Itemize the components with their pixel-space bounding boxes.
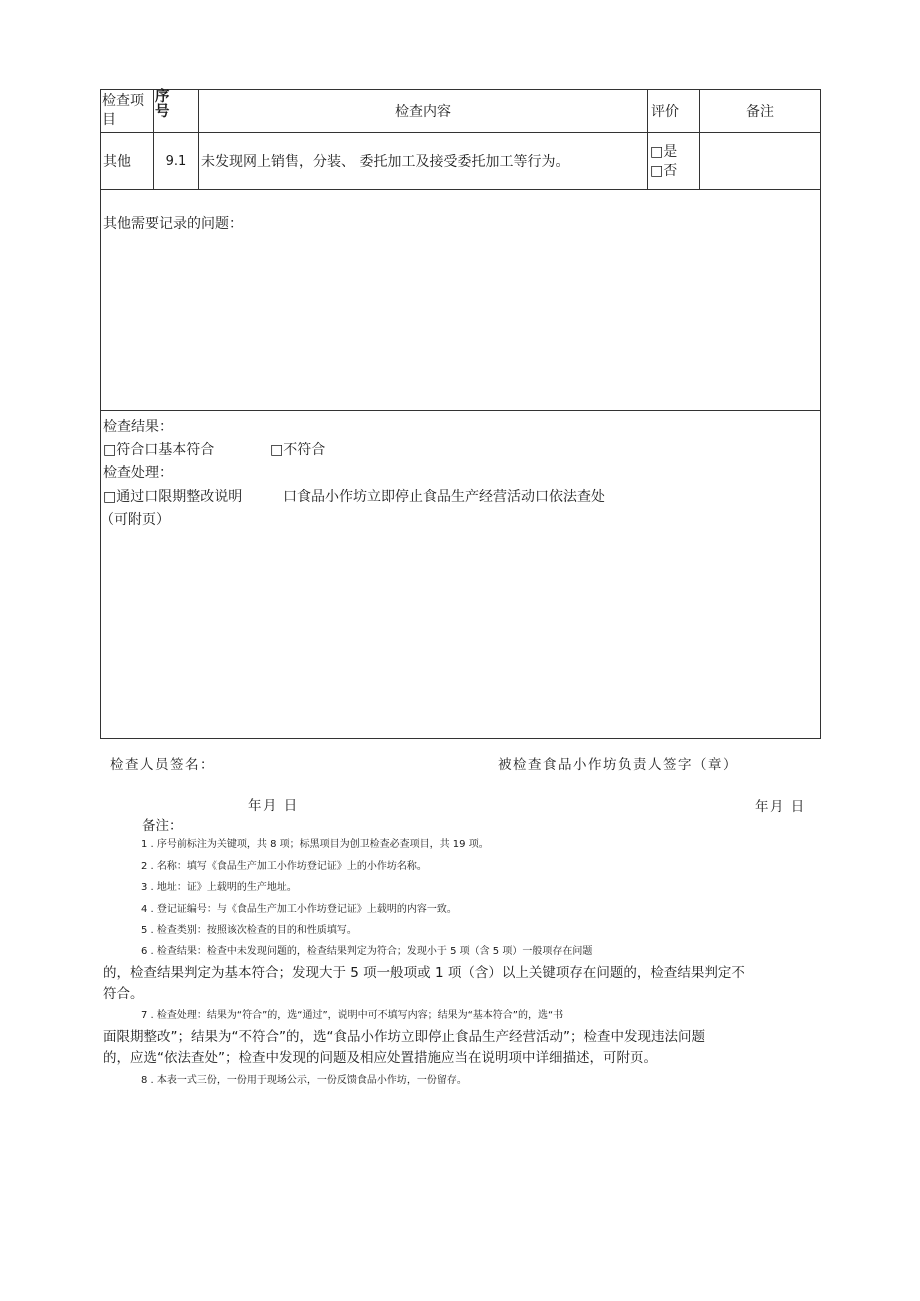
note-line: 4 . 登记证编号：与《食品生产加工小作坊登记证》上载明的内容一致。 (141, 904, 457, 915)
handling-label: 检查处理： (103, 465, 173, 481)
other-issues-area[interactable] (102, 236, 818, 406)
eval-yes-checkbox[interactable]: □是 (650, 144, 678, 160)
note-line: 3 . 地址：证》上载明的生产地址。 (141, 882, 297, 893)
handling-attach: （可附页） (100, 512, 170, 528)
header-seq: 序号 (155, 89, 170, 120)
eval-no-checkbox[interactable]: □否 (650, 163, 678, 179)
result-option-noncompliant[interactable]: □不符合 (270, 442, 326, 458)
note-line: 6 . 检查结果：检查中未发现问题的，检查结果判定为符合；发现小于 5 项（含 5 项）一般项存在问题 (141, 946, 593, 957)
row-remark[interactable] (700, 133, 820, 189)
header-remark: 备注 (746, 104, 774, 120)
owner-signature-label: 被检查食品小作坊负责人签字（章） (498, 757, 738, 773)
row-item: 其他 (103, 154, 131, 170)
date-left: 年月 日 (248, 798, 299, 814)
handling-options-1[interactable]: □通过口限期整改说明 (103, 489, 243, 505)
note-line: 的，检查结果判定为基本符合；发现大于 5 项一般项或 1 项（含）以上关键项存在问题的，检查结果判定不 (103, 965, 745, 981)
header-item: 检查项目 (102, 93, 144, 128)
result-options[interactable]: □符合口基本符合 (103, 442, 215, 458)
note-line: 1 . 序号前标注为关键项，共 8 项；标黑项目为创卫检查必查项目，共 19 项。 (141, 839, 489, 850)
table-border-bottom (100, 738, 821, 739)
other-issues-label: 其他需要记录的问题： (103, 216, 243, 232)
table-section-divider (100, 410, 821, 411)
table-border-left (100, 89, 101, 739)
table-row-divider (100, 189, 821, 190)
handling-options-2[interactable]: 口食品小作坊立即停止食品生产经营活动口依法查处 (283, 489, 605, 505)
note-line: 7 . 检查处理：结果为“符合”的，选“通过”，说明中可不填写内容；结果为“基本符合”的，选“书 (141, 1010, 564, 1021)
table-border-right (820, 89, 821, 739)
note-line: 符合。 (103, 986, 144, 1002)
notes-title: 备注： (142, 818, 183, 834)
note-line: 8 . 本表一式三份，一份用于现场公示，一份反馈食品小作坊，一份留存。 (141, 1075, 467, 1086)
result-label: 检查结果： (103, 419, 173, 435)
note-line: 5 . 检查类别：按照该次检查的目的和性质填写。 (141, 925, 357, 936)
inspector-signature-label: 检查人员签名： (110, 757, 215, 773)
note-line: 的，应选“依法查处”；检查中发现的问题及相应处置措施应当在说明项中详细描述，可附页。 (103, 1050, 657, 1066)
header-content: 检查内容 (395, 104, 451, 120)
date-right: 年月 日 (755, 799, 806, 815)
note-line: 面限期整改”；结果为“不符合”的，选“食品小作坊立即停止食品生产经营活动”；检查中发现违法问题 (103, 1029, 705, 1045)
header-evaluation: 评价 (651, 104, 679, 120)
note-line: 2 . 名称：填写《食品生产加工小作坊登记证》上的小作坊名称。 (141, 861, 427, 872)
row-content: 未发现网上销售，分装、 委托加工及接受委托加工等行为。 (201, 154, 570, 170)
row-seq: 9.1 (165, 153, 187, 169)
